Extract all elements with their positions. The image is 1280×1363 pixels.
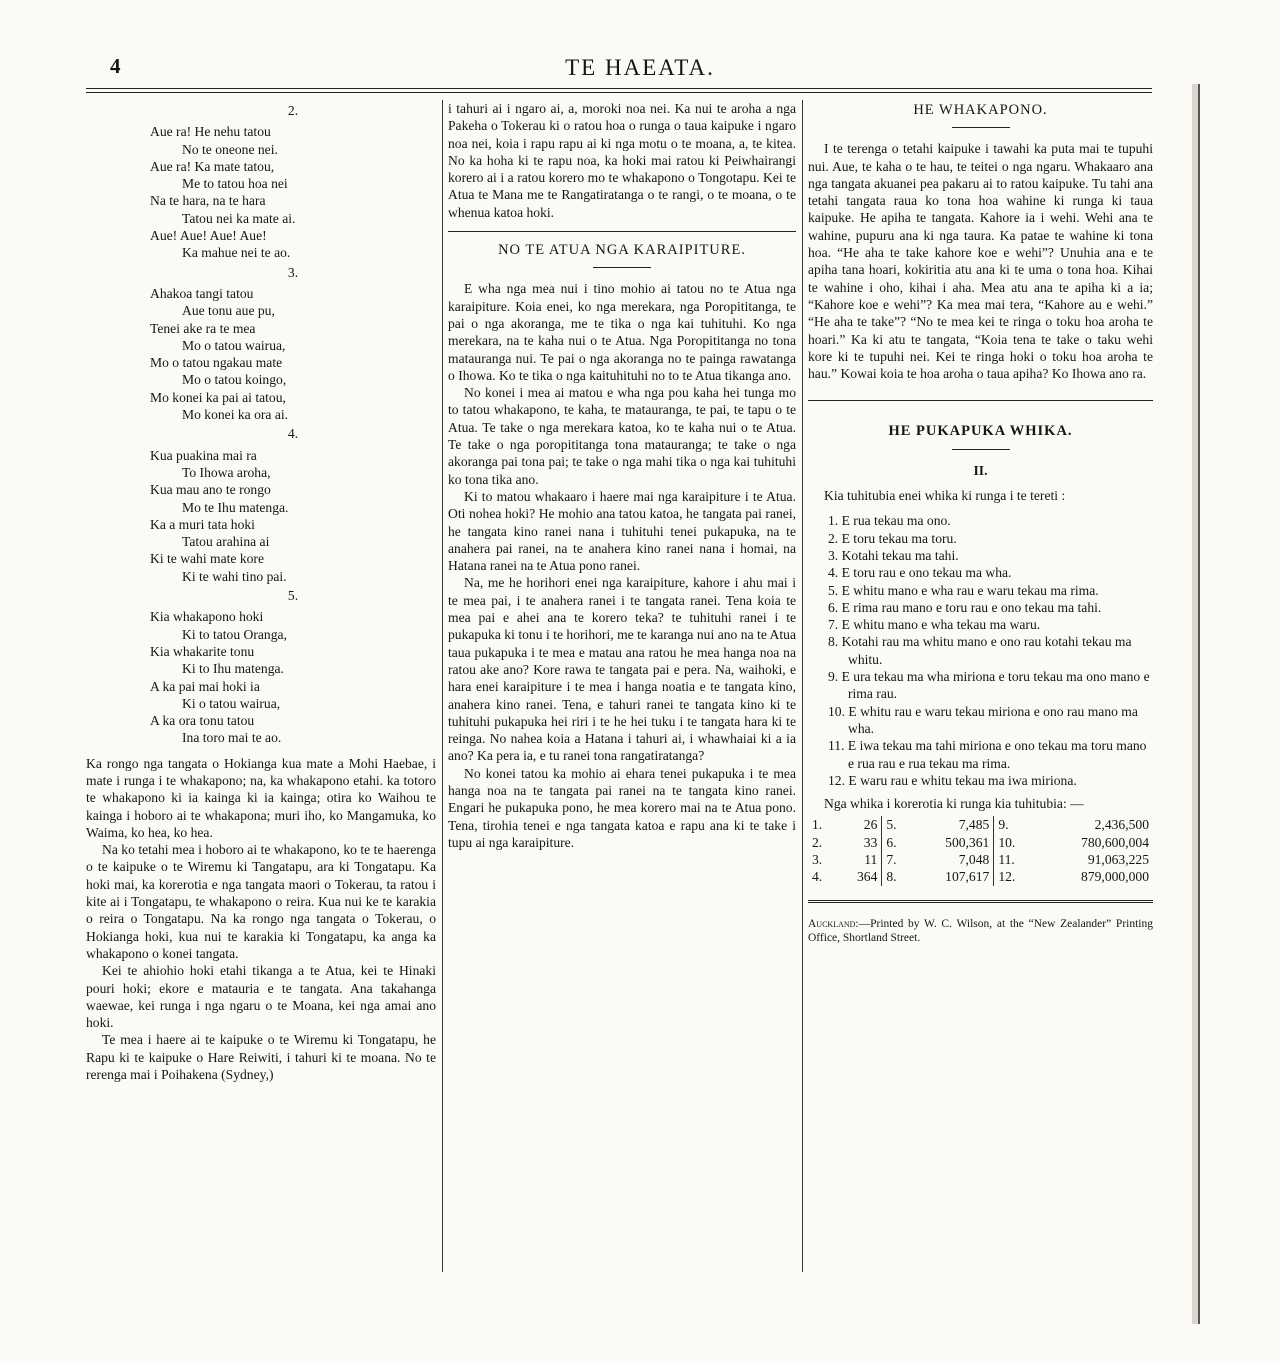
column1-paragraphs: [86, 755, 436, 1084]
answer-index: 5.: [886, 817, 897, 833]
title-rule: [593, 267, 651, 268]
column-divider-1: [442, 100, 443, 1272]
header-rule-top: [86, 88, 1152, 89]
poem-line: Aue tonu aue pu,: [182, 303, 275, 319]
answer-value: 2,436,500: [1094, 817, 1149, 833]
poem-line: Na te hara, na te hara: [150, 193, 266, 209]
exercise-item: 10. E whitu rau e waru tekau miriona e ono rau mano ma wha.: [828, 703, 1138, 736]
answer-index: 9.: [998, 817, 1009, 833]
poem: [150, 102, 436, 747]
poem-line: Mo konei ka ora ai.: [182, 407, 289, 423]
section-rule: [448, 231, 796, 232]
answer-index: 11.: [998, 851, 1015, 867]
exercise-item: 9. E ura tekau ma wha miriona e toru tekau ma ono mano e rima rau.: [828, 669, 1150, 702]
poem-line: Kua puakina mai ra: [150, 447, 257, 463]
answer-value: 33: [837, 834, 882, 851]
poem-line: Kia whakarite tonu: [150, 643, 255, 659]
paragraph: Te mea i haere ai te kaipuke o te Wiremu ki Tongatapu, he Rapu ki te kaipuke o Hare Reiwiti, i tahuri ki te moana. No te rerenga mai i Poihakena (Sydney,): [86, 1032, 436, 1083]
section-title-karaipiture: NO TE ATUA NGA KARAIPITURE.: [498, 242, 746, 259]
poem-line: Mo o tatou koingo,: [182, 372, 287, 388]
exercise-item: 1. E rua tekau ma ono.: [828, 513, 951, 529]
exercise-item: 6. E rima rau mano e toru rau e ono tekau ma tahi.: [828, 599, 1102, 615]
exercise-item: 3. Kotahi tekau ma tahi.: [828, 547, 959, 563]
paragraph: No konei i mea ai matou e wha nga pou kaha hei tunga mo to tatou whakapono, te kaha, te matauranga, te pai, te tapu o te Atua. Te take o nga merekara katoa, ko te kaha nui o te Atua. Te take o nga poropititanga tona matauranga; te take o nga akoranga pai tona pai; te take o nga mahi tika o nga kai tuhituhi ko tona tika ano.: [448, 385, 796, 487]
paragraph: Kei te ahiohio hoki etahi tikanga a te Atua, kei te Hinaki pouri hoki; ekore e matauria e te tangata. Ana takahanga waewae, kei runga i nga ngaru o te Moana, kei nga amai ano hoki.: [86, 963, 436, 1031]
poem-line: To Ihowa aroha,: [182, 464, 271, 480]
answer-value: 7,485: [911, 816, 994, 833]
answer-index: 2.: [812, 834, 823, 850]
answers-row: [808, 816, 1153, 833]
answer-index: 1.: [812, 817, 823, 833]
poem-line: Ki o tatou wairua,: [182, 695, 281, 711]
paragraph: No konei tatou ka mohio ai ehara tenei pukapuka i te mea hanga noa na te tangata pai ranei na te tangata kino ranei. Engari he pukapuka pono, he mea korero mai na te Atua pono. Tena, tirohia tenei e nga tangata katoa e rapu ana ki te take i tupu ai nga karaipiture.: [448, 765, 796, 850]
exercise-item: 12. E waru rau e whitu tekau ma iwa miriona.: [828, 772, 1077, 788]
poem-line: Aue ra! He nehu tatou: [150, 124, 271, 140]
exercise-item: 11. E iwa tekau ma tahi miriona e ono tekau ma toru mano e rua rau e rua tekau ma rima.: [828, 738, 1147, 771]
section-title-whakapono: HE WHAKAPONO.: [913, 102, 1048, 118]
paragraph: E wha nga mea nui i tino mohio ai tatou no te Atua nga karaipiture. Koia enei, ko nga merekara, nga Poropititanga, te pai o nga akoranga, me te tika o nga kai tuhituhi. Ko nga merekara, na te kaha nui o te Atua. Nga Poropititanga no tona matauranga nui. Te pai o nga akoranga no te painga rawatanga o Ihowa. Ko te tika o nga kaituhituhi no to te Atua tikanga ano.: [448, 281, 796, 383]
poem-line: Kua mau ano te rongo: [150, 482, 271, 498]
exercise-item: 4. E toru rau e ono tekau ma wha.: [828, 565, 1012, 581]
imprint-label: Auckland:: [808, 917, 859, 930]
paragraph: Na ko tetahi mea i hoboro ai te whakapono, ko te te haerenga o te kaipuke o te Wiremu ki Tangatapu, ara ki Tongatapu. Ka hoki mai, ka korerotia e nga tangata maori o Tokerau, ta ratou i kite ai i Tongatapu, te whakapono o reira. Kua nui ke te karakia o reira o Tongatapu. Na ka rongo nga tangata o Tokerau, o Hokianga hoki, kua nui te karakia ki Tongatapu, ka anga ka whakapono o konei tangata.: [86, 842, 436, 961]
poem-line: Tenei ake ra te mea: [150, 320, 256, 336]
answer-index: 10.: [998, 834, 1016, 850]
answer-value: 500,361: [911, 834, 994, 851]
stanza-number: 3.: [287, 264, 299, 280]
answers-table: [808, 816, 1153, 885]
poem-line: Ina toro mai te ao.: [182, 730, 282, 746]
poem-line: A ka ora tonu tatou: [150, 713, 255, 729]
poem-line: A ka pai mai hoki ia: [150, 678, 260, 694]
answer-index: 8.: [886, 869, 897, 885]
lesson-number: II.: [973, 462, 988, 478]
continued-paragraph: i tahuri ai i ngaro ai, a, moroki noa nei. Ka nui te aroha a nga Pakeha o Tokerau ki o ratou hoa o runga o taua kaipuke i ngaro noa nei, koia i rapu rapu ai ki nga motu o te moana, a, te kitea. No ka hoha ki te rapu noa, ka hoki mai ratou ki Peiwhairangi korero ai i a ratou korero mo te whakapono o Tongotapu. Kei te Atua te Mana me te Rangatiratanga o te rangi, o te moana, o te whenua katoa hoki.: [448, 101, 796, 220]
answer-value: 7,048: [911, 851, 994, 868]
answers-row: [808, 868, 1153, 885]
answer-index: 12.: [998, 869, 1016, 885]
stanza-number: 5.: [287, 588, 299, 604]
exercise-item: 8. Kotahi rau ma whitu mano e ono rau kotahi tekau ma whitu.: [828, 634, 1132, 667]
exercise-list: [808, 512, 1153, 789]
column-divider-2: [802, 100, 803, 1272]
answer-value: 11: [837, 851, 882, 868]
column-3: [808, 100, 1153, 945]
poem-line: Tatou nei ka mate ai.: [182, 210, 296, 226]
imprint-rule: [808, 900, 1153, 903]
header-rule-bottom: [86, 92, 1152, 93]
answer-value: 91,063,225: [1087, 851, 1149, 867]
exercise-item: 7. E whitu mano e wha tekau ma waru.: [828, 617, 1041, 633]
answers-row: [808, 851, 1153, 868]
paragraph: Ka rongo nga tangata o Hokianga kua mate a Mohi Haebae, i mate i runga i te whakapono; na, ka whakapono etahi. ka totoro te whakapono ki ia kainga ki ia kainga; otira ko Waihou te kainga i hoboro ai te whakapona; muri iho, ko Mangamuka, ko Waima, ko hea, ko hea.: [86, 755, 436, 840]
column-1: [86, 100, 436, 1083]
poem-line: Aue! Aue! Aue! Aue!: [150, 228, 267, 244]
answer-index: 3.: [812, 851, 823, 867]
answer-index: 4.: [812, 869, 823, 885]
poem-line: Mo konei ka pai ai tatou,: [150, 389, 286, 405]
imprint: [808, 917, 1153, 945]
answer-value: 26: [837, 816, 882, 833]
poem-line: Ka mahue nei te ao.: [182, 245, 291, 261]
answer-index: 6.: [886, 834, 897, 850]
stanza-number: 4.: [287, 426, 299, 442]
title-rule: [952, 449, 1010, 450]
column-2: [448, 100, 796, 851]
answer-value: 780,600,004: [1081, 834, 1149, 850]
answers-intro: Nga whika i korerotia ki runga kia tuhitubia: —: [824, 796, 1084, 812]
poem-line: Tatou arahina ai: [182, 534, 270, 550]
answer-index: 7.: [886, 851, 897, 867]
section-rule: [808, 400, 1153, 401]
title-rule: [952, 127, 1010, 128]
section-title-pukapuka-whika: HE PUKAPUKA WHIKA.: [888, 423, 1073, 440]
imprint-text: —Printed by W. C. Wilson, at the “New Zealander” Printing Office, Shortland Street.: [808, 917, 1153, 944]
answer-value: 879,000,000: [1081, 869, 1149, 885]
poem-line: Ki te wahi mate kore: [150, 551, 264, 567]
answers-row: [808, 834, 1153, 851]
paragraph: Na, me he horihori enei nga karaipiture, kahore i ahu mai i te mea pai, i te anahera ranei i te tangata ranei. Tena koia te mea pai e ahei ana te korero teka? te tuhituhi ranei i te pukapuka ki tonu i te horihori, me te karanga nui ano na te Atua taua pukapuka i te mea e matau ana ratou he mea hanga noa na ratou ake ano? Kore rawa te tangata pai e pera. Na, waihoki, e hara enei karaipiture i te mea i hanga noatia e te tangata kino, anahera kino ranei. Tena, e tahuri ranei te tangata kino ki te tuhituhi pukapuka hei riri i te he hei tuku i te tangata hara ki te reinga. No nahea koia a Hatana i tahuri ai, i whawhaiai ki a ia ano? Ka pera ia, e tu ranei tona rangatiratanga?: [448, 575, 796, 764]
poem-line: Mo te Ihu matenga.: [182, 499, 289, 515]
poem-line: Me to tatou hoa nei: [182, 176, 288, 192]
poem-line: Ki to Ihu matenga.: [182, 661, 284, 677]
exercise-item: 5. E whitu mano e wha rau e waru tekau ma rima.: [828, 582, 1099, 598]
exercise-intro: Kia tuhitubia enei whika ki runga i te tereti :: [824, 488, 1066, 504]
poem-line: Ahakoa tangi tatou: [150, 285, 254, 301]
poem-line: Mo o tatou wairua,: [182, 337, 286, 353]
answer-value: 364: [837, 868, 882, 885]
exercise-item: 2. E toru tekau ma toru.: [828, 530, 957, 546]
answer-value: 107,617: [911, 868, 994, 885]
page-number: 4: [110, 54, 121, 78]
page-edge-line: [1198, 84, 1200, 1324]
stanza-number: 2.: [287, 103, 299, 118]
poem-line: Aue ra! Ka mate tatou,: [150, 158, 275, 174]
paragraph: Ki to matou whakaaro i haere mai nga karaipiture i te Atua. Oti nohea hoki? He mohio ana tatou katoa, he tangata pai ranei, he tangata kino ranei nana i tuhituhi tenei pukapuka, na te anahera pai ranei, na te anahera kino ranei nana i homai, na Hatana ranei na te Atua pono ranei.: [448, 488, 796, 574]
poem-line: Kia whakapono hoki: [150, 609, 264, 625]
poem-line: Ka a muri tata hoki: [150, 516, 255, 532]
poem-line: Ki to tatou Oranga,: [182, 626, 287, 642]
poem-line: Mo o tatou ngakau mate: [150, 355, 283, 371]
poem-line: No te oneone nei.: [182, 141, 278, 157]
paragraph: I te terenga o tetahi kaipuke i tawahi ka puta mai te tupuhi nui. Aue, te kaha o te hau, te teitei o nga ngaru. Whakaaro ana nga tangata akuanei pea pakaru ai to ratou kaipuke. Tu tahi ana tetahi tangata raua ko tona hoa wahine ki runga ki taua kaipuke. He apiha te tangata. Kahore ia i wehi. Wehi ana te wahine, pupuru ana ki nga taura. Ka patae te wahine ki tona hoa. “He aha te take kahore koe e wehi”? Unuhia ana e te apiha tana hoari, kokiritia atu ana ki te uma o tona hoa. Kihai te wahine i oho, kihai i aha. Mea atu ana te apiha ki a ia; “Kahore koe e wehi”? Ka mea mai tera, “Kahore au e wehi.” “He aha te take”? “No te mea kei te ringa o toku hoa aroha te hoari.” Ka ki atu te tangata, “Koia tena te take o taku wehi kore ki te tupuhi nei. Kei te ringa hoki o toku hoa aroha te hau.” Kowai koia te hoa aroha o taua apiha? Ko Ihowa ano ra.: [808, 141, 1153, 382]
poem-line: Ki te wahi tino pai.: [182, 568, 287, 584]
masthead-title: TE HAEATA.: [565, 55, 715, 80]
